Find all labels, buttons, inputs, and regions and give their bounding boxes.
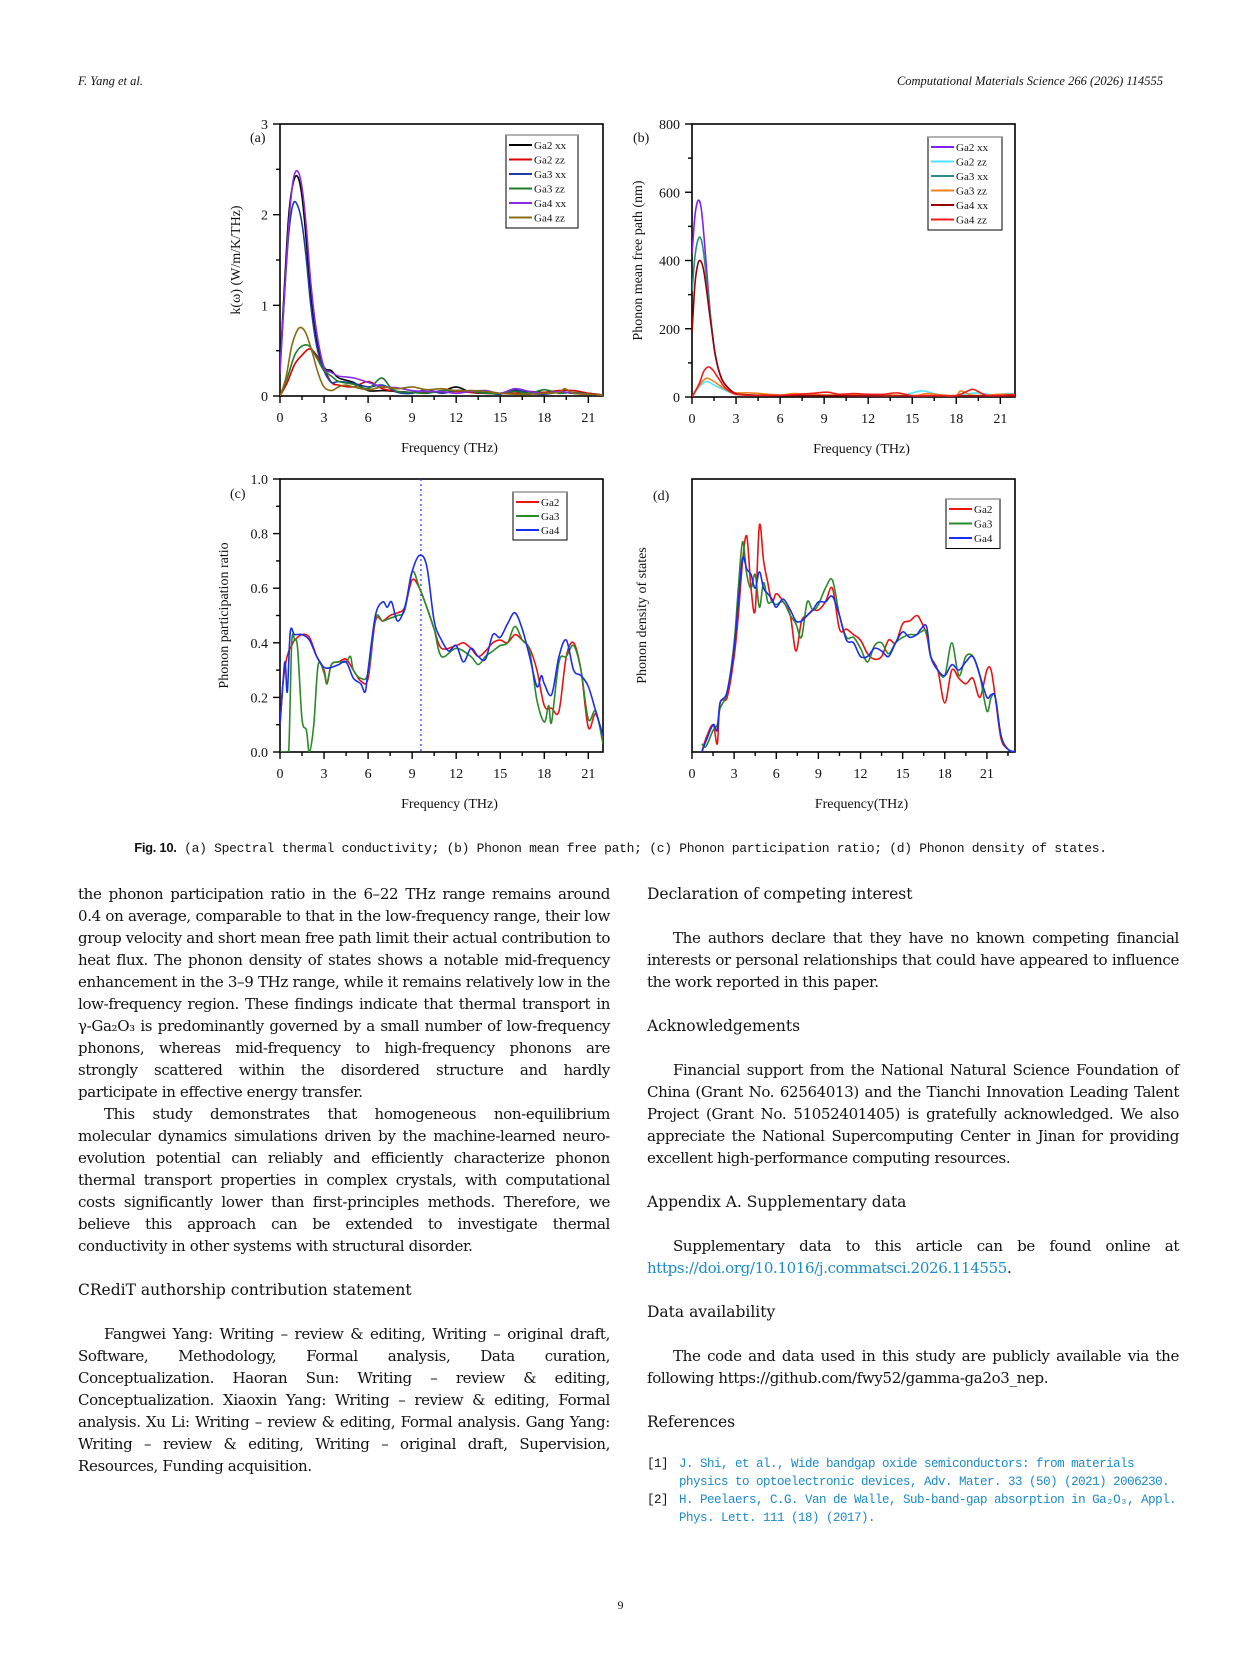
paragraph-declaration: The authors declare that they have no known competing financial interests or personal relationships that could have appeared to influence the work reported in this paper. [647, 929, 1179, 991]
series-line-ga3-xx [692, 237, 1015, 396]
series-line-ga2 [280, 579, 603, 738]
paragraph-conclusion: This study demonstrates that homogeneous non-equilibrium molecular dynamics simulations driven by the machine-learned neuro-evolution potential can reliably and efficiently characterize phonon thermal transport properties in complex crystals, with computational costs significantly lower than first-principles methods. Therefore, we believe this approach can be extended to investigate thermal conductivity in other systems with structural disorder. [78, 1105, 610, 1255]
y-axis-label: Phonon participation ratio [217, 542, 232, 689]
x-tick-label: 9 [408, 767, 416, 782]
x-tick-label: 3 [320, 411, 328, 426]
x-tick-label: 15 [493, 411, 508, 426]
heading-data-availability: Data availability [647, 1303, 776, 1321]
legend-entry: Ga2 [541, 497, 560, 509]
x-tick-label: 12 [861, 412, 876, 427]
left-column [78, 883, 610, 1477]
y-tick-label: 1 [261, 299, 268, 315]
paragraph-appendix [647, 1235, 1179, 1279]
x-tick-label: 6 [772, 767, 780, 782]
series-line-ga2 [702, 524, 1015, 752]
y-tick-label: 0.2 [250, 691, 268, 707]
x-tick-label: 18 [537, 767, 552, 782]
x-tick-label: 6 [776, 412, 784, 427]
x-tick-label: 3 [732, 412, 740, 427]
figure-caption [0, 840, 1241, 856]
paragraph-credit: Fangwei Yang: Writing – review & editing, Writing – original draft, Software, Methodology, Formal analysis, Data curation, Conceptualization. Haoran Sun: Writing – review & editing, Conceptualization. Xiaoxin Yang: Writing – review & editing, Formal analysis. Xu Li: Writing – review & editing, Formal analysis. Gang Yang: Writing – review & editing, Writing – original draft, Supervision, Resources, Funding acquisition. [78, 1325, 610, 1475]
x-tick-label: 3 [320, 767, 328, 782]
y-axis-label: k(ω) (W/m/K/THz) [229, 205, 244, 315]
heading-declaration: Declaration of competing interest [647, 885, 913, 903]
x-tick-label: 9 [408, 411, 416, 426]
reference-text[interactable]: H. Peelaers, C.G. Van de Walle, Sub-band-gap absorption in Ga₂O₃, Appl. Phys. Lett. 111 (18) (2017). [679, 1493, 1177, 1525]
x-tick-label: 0 [688, 767, 696, 782]
series-line-ga3 [280, 571, 603, 758]
series-line-ga4-xx [692, 260, 1015, 396]
legend-entry: Ga2 xx [956, 142, 989, 154]
x-tick-label: 6 [364, 411, 372, 426]
series-line-ga3 [702, 542, 1015, 752]
panel-label: (d) [653, 489, 670, 504]
x-tick-label: 21 [993, 412, 1008, 427]
legend-entry: Ga2 zz [956, 156, 987, 169]
figure-caption-label: Fig. 10. [134, 840, 177, 855]
legend-entry: Ga4 zz [534, 212, 565, 225]
legend-entry: Ga3 zz [534, 183, 565, 196]
legend-entry: Ga4 [974, 533, 993, 545]
series-line-ga4 [280, 555, 603, 735]
legend-entry: Ga3 [974, 518, 993, 531]
x-axis-label: Frequency (THz) [401, 441, 498, 456]
y-tick-label: 0.6 [250, 582, 268, 598]
figure-caption-text: (a) Spectral thermal conductivity; (b) Phonon mean free path; (c) Phonon participation ratio; (d) Phonon density of states. [184, 841, 1107, 856]
y-tick-label: 0.4 [250, 636, 268, 652]
legend-entry: Ga4 xx [956, 200, 989, 212]
reference-text[interactable]: J. Shi, et al., Wide bandgap oxide semiconductors: from materials physics to optoelectronic devices, Adv. Mater. 33 (50) (2021) 2006230. [679, 1457, 1170, 1489]
series-line-ga3-xx [280, 202, 603, 396]
y-tick-label: 3 [261, 118, 268, 133]
x-tick-label: 18 [937, 767, 952, 782]
y-tick-label: 2 [261, 208, 268, 224]
series-line-ga4-zz [280, 327, 603, 396]
y-axis-label: Phonon mean free path (nm) [631, 180, 646, 341]
x-tick-label: 15 [493, 767, 508, 782]
panel-label: (a) [250, 131, 266, 146]
legend-entry: Ga2 [974, 504, 993, 516]
legend-entry: Ga3 [541, 511, 560, 523]
x-axis-label: Frequency (THz) [401, 797, 498, 812]
appendix-text: Supplementary data to this article can be found online at [673, 1237, 1179, 1255]
legend-entry: Ga2 xx [534, 140, 567, 152]
x-tick-label: 9 [814, 767, 822, 782]
doi-link[interactable]: https://doi.org/10.1016/j.commatsci.2026.114555 [647, 1259, 1008, 1277]
y-tick-label: 400 [659, 254, 680, 270]
y-tick-label: 800 [659, 118, 680, 133]
y-tick-label: 0.0 [250, 746, 268, 761]
paragraph-results: the phonon participation ratio in the 6–22 THz range remains around 0.4 on average, comparable to that in the low-frequency range, their low group velocity and short mean free path limit their actual contribution to heat flux. The phonon density of states shows a notable mid-frequency enhancement in the 3–9 THz range, while it remains relatively low in the low-frequency region. These findings indicate that thermal transport in γ-Ga₂O₃ is predominantly governed by a small number of low-frequency phonons, whereas mid-frequency to high-frequency phonons are strongly scattered within the disordered structure and hardly participate in effective energy transfer. [78, 885, 610, 1101]
x-tick-label: 12 [449, 767, 464, 782]
y-tick-label: 0 [673, 391, 680, 406]
reference-list [647, 1455, 1179, 1527]
x-tick-label: 15 [895, 767, 910, 782]
legend-entry: Ga2 zz [534, 154, 565, 167]
x-tick-label: 0 [688, 412, 696, 427]
y-tick-label: 0 [261, 390, 268, 405]
x-tick-label: 0 [276, 411, 284, 426]
paragraph-acknowledgements: Financial support from the National Natural Science Foundation of China (Grant No. 62564013) and the Tianchi Innovation Leading Talent Project (Grant No. 51052401405) is gratefully acknowledged. We also appreciate the National Supercomputing Center in Jinan for providing excellent high-performance computing resources. [647, 1061, 1179, 1167]
x-tick-label: 12 [449, 411, 464, 426]
right-column [647, 883, 1179, 1527]
appendix-end: . [1007, 1259, 1012, 1277]
x-axis-label: Frequency(THz) [814, 797, 909, 812]
x-tick-label: 12 [853, 767, 868, 782]
legend-entry: Ga3 zz [956, 185, 987, 198]
paragraph-data-availability: The code and data used in this study are publicly available via the following https://github.com/fwy52/gamma-ga2o3_nep. [647, 1347, 1179, 1387]
legend-entry: Ga4 zz [956, 214, 987, 227]
legend-entry: Ga4 [541, 525, 560, 537]
x-tick-label: 0 [276, 767, 284, 782]
x-tick-label: 9 [820, 412, 828, 427]
legend-entry: Ga4 xx [534, 198, 567, 210]
y-tick-label: 1.0 [250, 473, 268, 488]
y-axis-label: Phonon density of states [635, 547, 650, 684]
reference-number: [2] [647, 1493, 669, 1507]
running-header-authors: F. Yang et al. [78, 74, 143, 88]
legend-entry: Ga3 xx [534, 169, 567, 181]
page-number: 9 [617, 1598, 624, 1612]
panel-label: (b) [633, 131, 650, 146]
x-tick-label: 18 [537, 411, 552, 426]
heading-credit: CRediT authorship contribution statement [78, 1281, 412, 1299]
running-header-journal: Computational Materials Science 266 (2026) 114555 [896, 74, 1163, 88]
panel-label: (c) [230, 487, 246, 502]
heading-appendix: Appendix A. Supplementary data [647, 1193, 907, 1211]
x-axis-label: Frequency (THz) [813, 442, 910, 457]
x-tick-label: 21 [581, 767, 596, 782]
y-tick-label: 600 [659, 186, 680, 202]
y-tick-label: 0.8 [250, 527, 268, 543]
x-tick-label: 21 [581, 411, 596, 426]
x-tick-label: 6 [364, 767, 372, 782]
legend-entry: Ga3 xx [956, 171, 989, 183]
y-tick-label: 200 [659, 322, 680, 338]
heading-acknowledgements: Acknowledgements [647, 1017, 801, 1035]
x-tick-label: 15 [905, 412, 920, 427]
reference-item[interactable] [647, 1455, 1179, 1491]
x-tick-label: 18 [949, 412, 964, 427]
reference-item[interactable] [647, 1491, 1179, 1527]
x-tick-label: 3 [730, 767, 738, 782]
reference-number: [1] [647, 1457, 669, 1471]
heading-references: References [647, 1413, 736, 1431]
x-tick-label: 21 [979, 767, 994, 782]
